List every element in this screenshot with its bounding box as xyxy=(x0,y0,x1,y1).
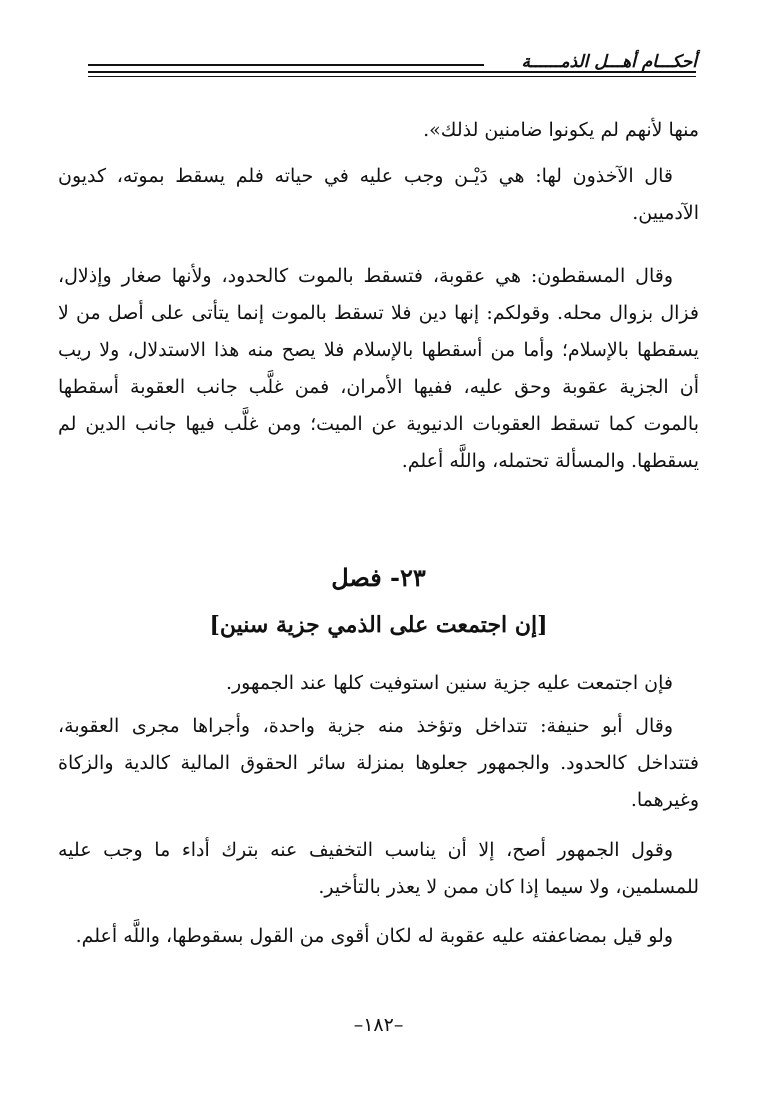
paragraph-proponents: قال الآخذون لها: هي دَيْـن وجب عليه في حياته فلم يسقط بموته، كديون الآدميين. xyxy=(58,165,699,224)
paragraph-doubling: ولو قيل بمضاعفته عليه عقوبة له لكان أقوى من القول بسقوطها، واللَّه أعلم. xyxy=(75,925,673,947)
running-header-title: أحكـــام أهـــل الذمــــــة xyxy=(521,52,697,72)
paragraph-majority-view: فإن اجتمعت عليه جزية سنين استوفيت كلها عند الجمهور. xyxy=(225,672,673,694)
chapter-subtitle: [إن اجتمعت على الذمي جزية سنين] xyxy=(209,612,548,638)
paragraph-correct-view: وقول الجمهور أصح، إلا أن يناسب التخفيف عنه بترك أداء ما وجب عليه للمسلمين، ولا سيما إذا كان ممن لا يعذر بالتأخير. xyxy=(58,839,699,898)
header-rule-middle xyxy=(88,71,696,73)
page-number: –١٨٢– xyxy=(353,1014,404,1036)
paragraph-opponents: وقال المسقطون: هي عقوبة، فتسقط بالموت كالحدود، ولأنها صغار وإذلال، فزال بزوال محله. وقولكم: إنها دين فلا تسقط بالموت إنما يتأتى على أصل من لا يسقطها بالإسلام؛ وأما من أسقطها بالإسلام فلا يصح منه هذا الاستدلال، ولا ريب أن الجزية عقوبة وحق عليه، ففيها الأمران، فمن غلَّب جانب العقوبة أسقطها بالموت كما تسقط العقوبات الدنيوية عن الميت؛ ومن غلَّب فيها جانب الدين لم يسقطها. والمسألة تحتمله، واللَّه أعلم. xyxy=(58,265,699,472)
header-rule-bottom xyxy=(88,76,696,77)
paragraph-quote-end: منها لأنهم لم يكونوا ضامنين لذلك». xyxy=(423,119,699,141)
header-rule-top xyxy=(88,64,484,66)
chapter-title: ٢٣- فصل xyxy=(331,563,426,592)
paragraph-abu-hanifa: وقال أبو حنيفة: تتداخل وتؤخذ منه جزية واحدة، وأجراها مجرى العقوبة، فتتداخل كالحدود. والجمهور جعلوها بمنزلة سائر الحقوق المالية كالدية والزكاة وغيرهما. xyxy=(58,715,699,811)
